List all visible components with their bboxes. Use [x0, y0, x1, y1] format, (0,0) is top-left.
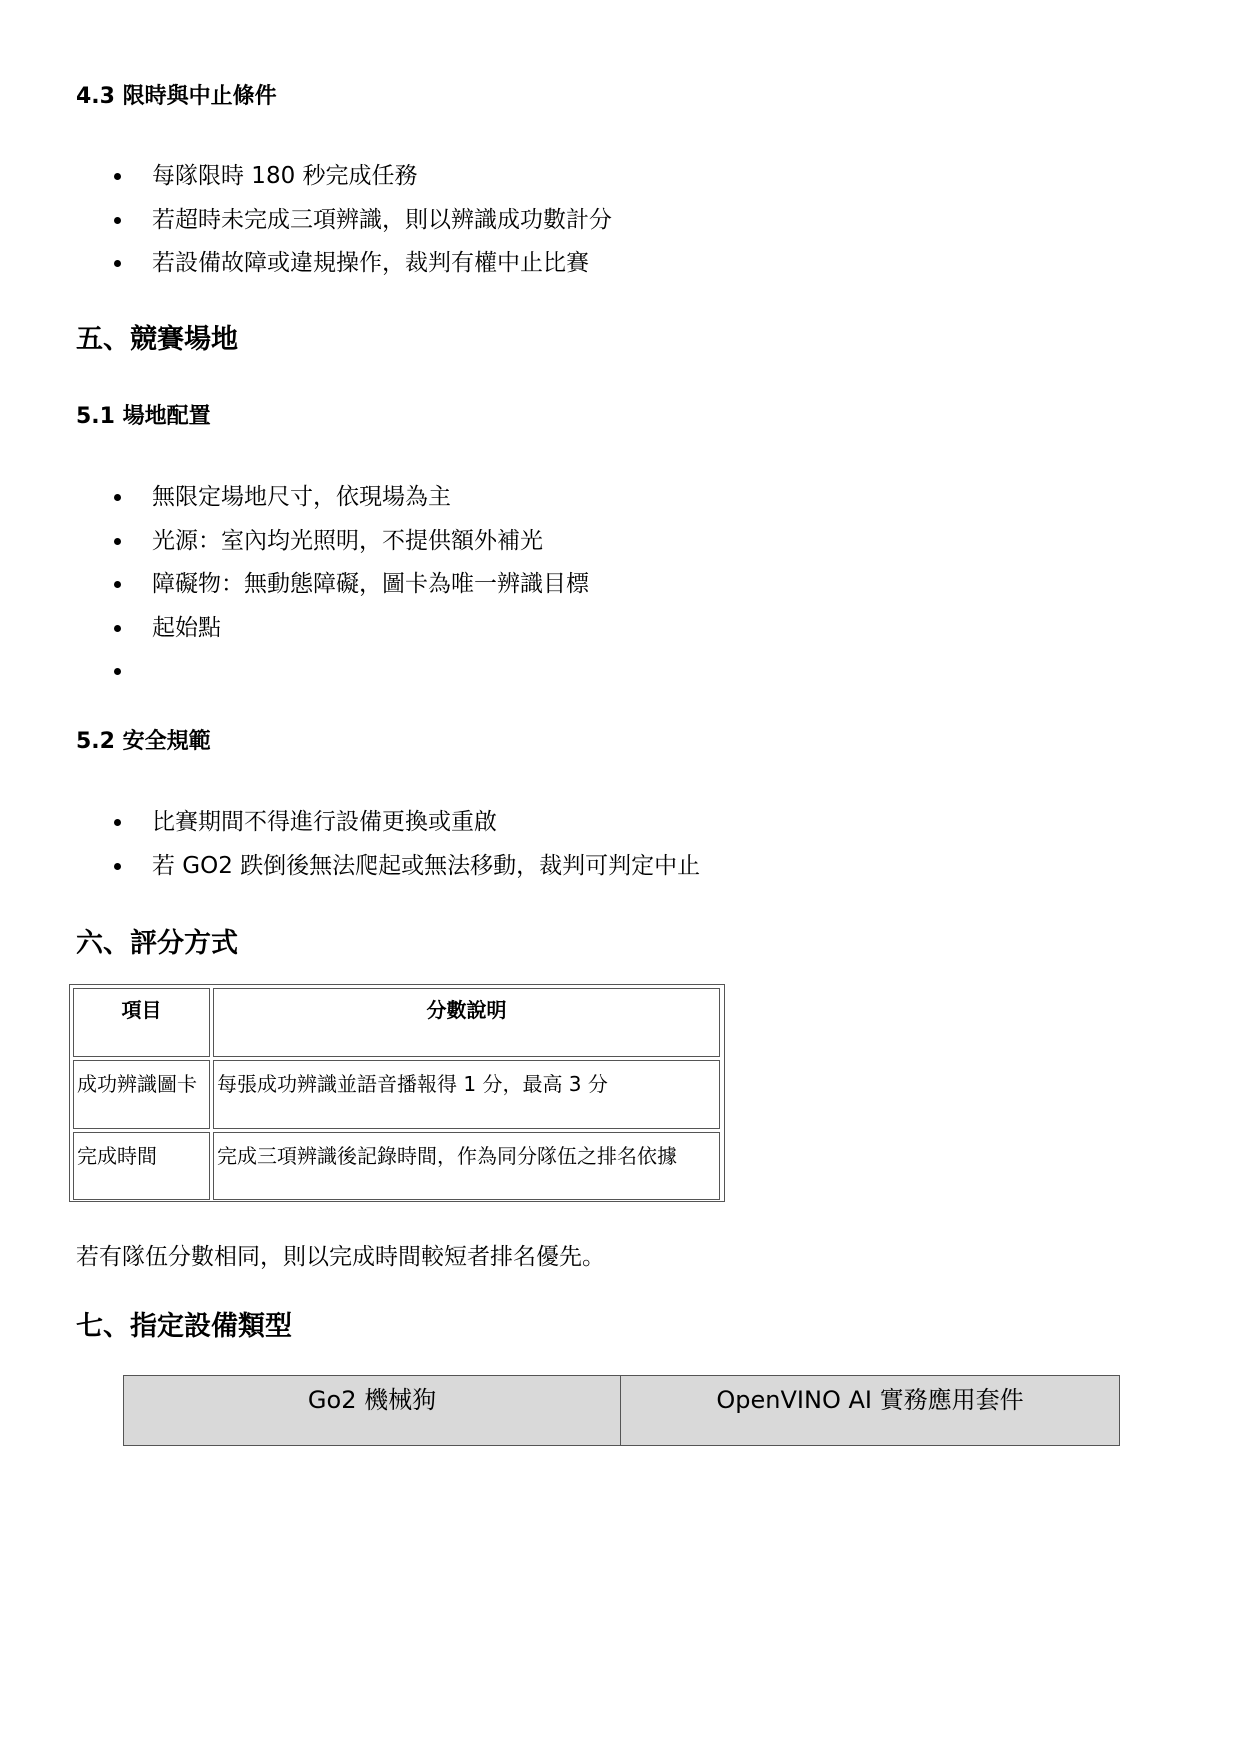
equipment-cell-openvino: OpenVINO AI 實務應用套件 [716, 1386, 1024, 1414]
bullet-icon [114, 819, 121, 826]
table-header-description: 分數說明 [213, 988, 720, 1057]
heading-4-3: 4.3 限時與中止條件 [76, 84, 277, 109]
table-cell-item: 成功辨識圖卡 [73, 1060, 210, 1129]
bullet-icon [114, 494, 121, 501]
bullet-icon [114, 668, 121, 675]
heading-section-6: 六、評分方式 [76, 928, 238, 959]
heading-5-2: 5.2 安全規範 [76, 729, 211, 754]
table-cell-item: 完成時間 [73, 1132, 210, 1200]
scoring-table [69, 984, 725, 1202]
document-page: 4.3 限時與中止條件 每隊限時 180 秒完成任務 若超時未完成三項辨識，則以辨識成功數計分 若設備故障或違規操作，裁判有權中止比賽 五、競賽場地 5.1 場地配置 無限定場地尺寸，依現場為主 光源：室內均光照明，不提供額外補光 障礙物：無動態障礙，圖卡為唯一辨識目標 起始點 5.2 安全規範 比賽期間不得進行設備更換或重啟 若 GO2 跌倒後無法爬起或無法移動，裁判可判定中止 六、評分方式 項目 分數說明 成功辨識圖卡 每張成功辨識並語音播報得 1 分，最高 3 分 完成時間 完成三項辨識後記錄時間，作為同分隊伍之排名依據 若有隊伍分數相同，則以完成時間較短者排名優先。 七、指定設備類型 Go2 機械狗 OpenVINO AI 實務應用套件 [0, 0, 1240, 1755]
table-header-item: 項目 [73, 988, 210, 1057]
bullet-icon [114, 581, 121, 588]
table-cell-description: 完成三項辨識後記錄時間，作為同分隊伍之排名依據 [213, 1132, 720, 1200]
bullet-icon [114, 625, 121, 632]
bullet-icon [114, 538, 121, 545]
bullet-icon [114, 863, 121, 870]
heading-section-7: 七、指定設備類型 [76, 1311, 292, 1342]
bullet-icon [114, 217, 121, 224]
heading-section-5: 五、競賽場地 [76, 324, 238, 355]
equipment-cell-go2: Go2 機械狗 [124, 1376, 621, 1445]
bullet-icon [114, 173, 121, 180]
equipment-table [123, 1375, 1120, 1446]
bullet-icon [114, 260, 121, 267]
tie-break-note: 若有隊伍分數相同，則以完成時間較短者排名優先。 [76, 1244, 605, 1270]
heading-5-1: 5.1 場地配置 [76, 404, 211, 429]
table-cell-description: 每張成功辨識並語音播報得 1 分，最高 3 分 [213, 1060, 720, 1129]
